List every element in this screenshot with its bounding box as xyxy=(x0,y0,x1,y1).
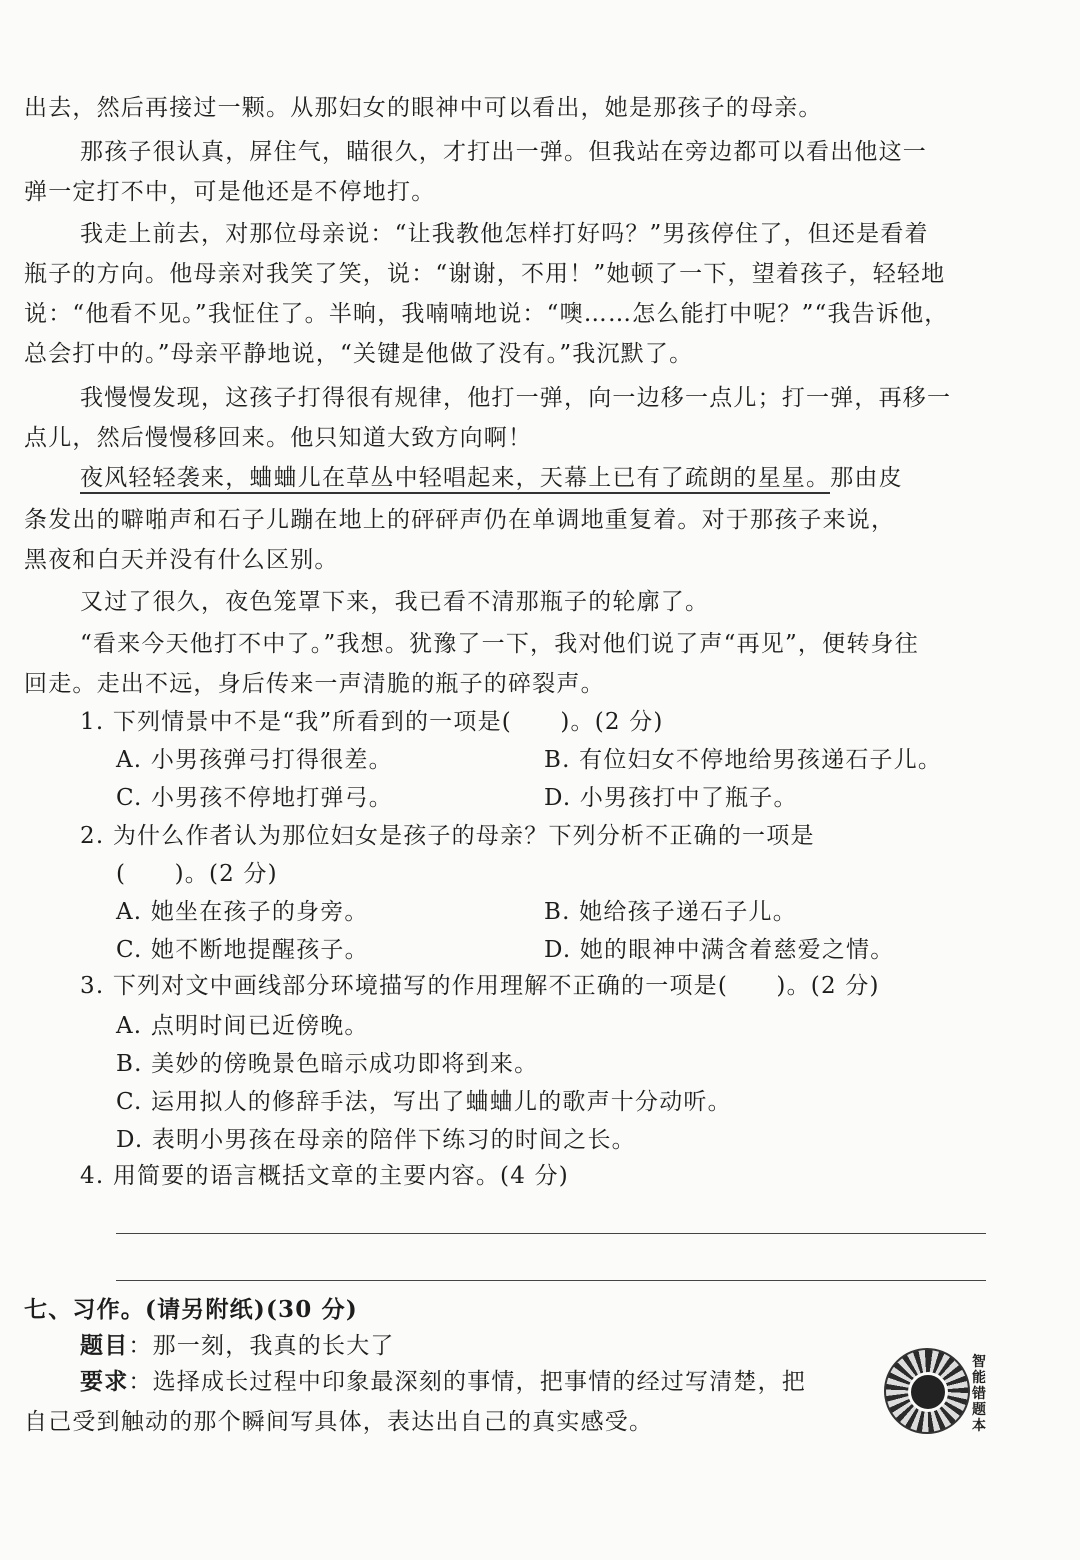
passage-line: 那孩子很认真，屏住气，瞄很久，才打出一弹。但我站在旁边都可以看出他这一 xyxy=(80,139,927,165)
passage-line: 我慢慢发现，这孩子打得很有规律，他打一弹，向一边移一点儿；打一弹，再移一 xyxy=(80,385,952,411)
question-3-option-b: B. 美妙的傍晚景色暗示成功即将到来。 xyxy=(116,1051,539,1077)
question-4-stem: 4. 用简要的语言概括文章的主要内容。(4 分) xyxy=(80,1163,569,1189)
question-1-option-c: C. 小男孩不停地打弹弓。 xyxy=(116,785,394,811)
underlined-environment-description: 夜风轻轻袭来，蛐蛐儿在草丛中轻唱起来，天幕上已有了疏朗的星星。 xyxy=(80,465,830,494)
answer-line[interactable] xyxy=(116,1280,986,1281)
question-3-stem: 3. 下列对文中画线部分环境描写的作用理解不正确的一项是( )。(2 分) xyxy=(80,973,880,999)
writing-requirement-cont: 自己受到触动的那个瞬间写具体，表达出自己的真实感受。 xyxy=(24,1409,654,1435)
question-1-option-b: B. 有位妇女不停地给男孩递石子儿。 xyxy=(544,747,943,773)
question-1-option-d: D. 小男孩打中了瓶子。 xyxy=(544,785,798,811)
question-2-option-b: B. 她给孩子递石子儿。 xyxy=(544,899,797,925)
passage-text: 那由皮 xyxy=(830,465,903,491)
writing-topic xyxy=(80,1330,395,1362)
passage-line: 说：“他看不见。”我怔住了。半晌，我喃喃地说：“噢……怎么能打中呢？”“我告诉他， xyxy=(24,301,949,327)
qr-code-badge[interactable] xyxy=(884,1348,994,1440)
question-1-option-a: A. 小男孩弹弓打得很差。 xyxy=(116,747,393,773)
writing-requirement xyxy=(80,1366,806,1398)
answer-line[interactable] xyxy=(116,1233,986,1234)
requirement-text: ：选择成长过程中印象最深刻的事情，把事情的经过写清楚，把 xyxy=(128,1369,807,1395)
question-3-option-a: A. 点明时间已近傍晚。 xyxy=(116,1013,369,1039)
passage-line: 条发出的噼啪声和石子儿蹦在地上的砰砰声仍在单调地重复着。对于那孩子来说， xyxy=(24,507,896,533)
requirement-label: 要求 xyxy=(80,1368,129,1395)
passage-line: 总会打中的。”母亲平静地说，“关键是他做了没有。”我沉默了。 xyxy=(24,341,694,367)
question-2-stem: 2. 为什么作者认为那位妇女是孩子的母亲？下列分析不正确的一项是 xyxy=(80,823,815,849)
passage-line: 又过了很久，夜色笼罩下来，我已看不清那瓶子的轮廓了。 xyxy=(80,589,710,615)
writing-heading: 七、习作。(请另附纸)(30 分) xyxy=(24,1296,358,1323)
passage-line xyxy=(80,462,903,494)
passage-line: 回走。走出不远，身后传来一声清脆的瓶子的碎裂声。 xyxy=(24,671,605,697)
question-2-option-c: C. 她不断地提醒孩子。 xyxy=(116,937,369,963)
passage-line: 黑夜和白天并没有什么区别。 xyxy=(24,547,339,573)
qr-logo-icon xyxy=(908,1372,948,1412)
question-1-stem: 1. 下列情景中不是“我”所看到的一项是( )。(2 分) xyxy=(80,709,664,735)
topic-text: ：那一刻，我真的长大了 xyxy=(128,1333,395,1359)
question-2-option-a: A. 她坐在孩子的身旁。 xyxy=(116,899,369,925)
passage-line: 瓶子的方向。他母亲对我笑了笑，说：“谢谢，不用！”她顿了一下，望着孩子，轻轻地 xyxy=(24,261,946,287)
passage-line: 点儿，然后慢慢移回来。他只知道大致方向啊！ xyxy=(24,425,533,451)
passage-line: 弹一定打不中，可是他还是不停地打。 xyxy=(24,179,436,205)
qr-label: 智能错题本 xyxy=(972,1354,986,1434)
passage-line: “看来今天他打不中了。”我想。犹豫了一下，我对他们说了声“再见”，便转身往 xyxy=(80,631,919,657)
question-3-option-c: C. 运用拟人的修辞手法，写出了蛐蛐儿的歌声十分动听。 xyxy=(116,1089,732,1115)
question-3-option-d: D. 表明小男孩在母亲的陪伴下练习的时间之长。 xyxy=(116,1127,636,1153)
passage-line: 我走上前去，对那位母亲说：“让我教他怎样打好吗？”男孩停住了，但还是看着 xyxy=(80,221,929,247)
passage-line: 出去，然后再接过一颗。从那妇女的眼神中可以看出，她是那孩子的母亲。 xyxy=(24,95,823,121)
question-2-option-d: D. 她的眼神中满含着慈爱之情。 xyxy=(544,937,895,963)
topic-label: 题目 xyxy=(80,1332,129,1359)
question-2-stem-cont: ( )。(2 分) xyxy=(116,861,278,887)
